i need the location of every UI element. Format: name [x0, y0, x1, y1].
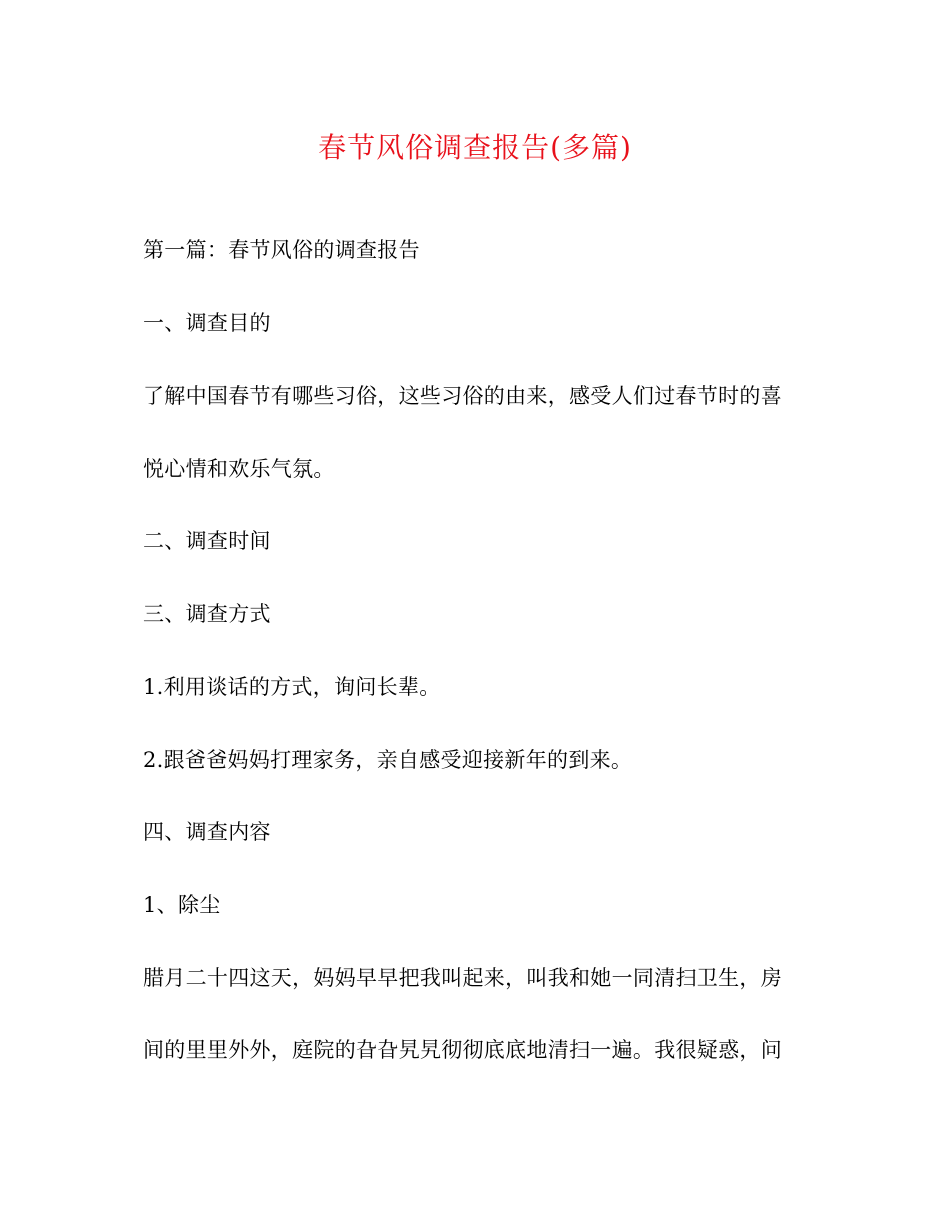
paragraph-line: 悦心情和欢乐气氛。	[143, 457, 335, 481]
paragraph-line: 了解中国春节有哪些习俗，这些习俗的由来，感受人们过春节时的喜	[143, 384, 782, 408]
section-heading-method: 三、调查方式	[143, 602, 271, 626]
paragraph-line: 腊月二十四这天，妈妈早早把我叫起来，叫我和她一同清扫卫生，房	[143, 966, 782, 990]
paragraph-line: 间的里里外外，庭院的旮旮旯旯彻彻底底地清扫一遍。我很疑惑，问	[143, 1038, 782, 1062]
section-heading-purpose: 一、调查目的	[143, 311, 271, 335]
section-heading-time: 二、调查时间	[143, 529, 271, 553]
document-title: 春节风俗调查报告(多篇)	[318, 131, 632, 164]
subsection-heading: 1、除尘	[143, 893, 221, 917]
list-item: 1.利用谈话的方式，询问长辈。	[143, 675, 441, 699]
section-heading-content: 四、调查内容	[143, 820, 271, 844]
section-heading-part-one: 第一篇：春节风俗的调查报告	[143, 238, 420, 262]
list-item: 2.跟爸爸妈妈打理家务，亲自感受迎接新年的到来。	[143, 748, 633, 772]
